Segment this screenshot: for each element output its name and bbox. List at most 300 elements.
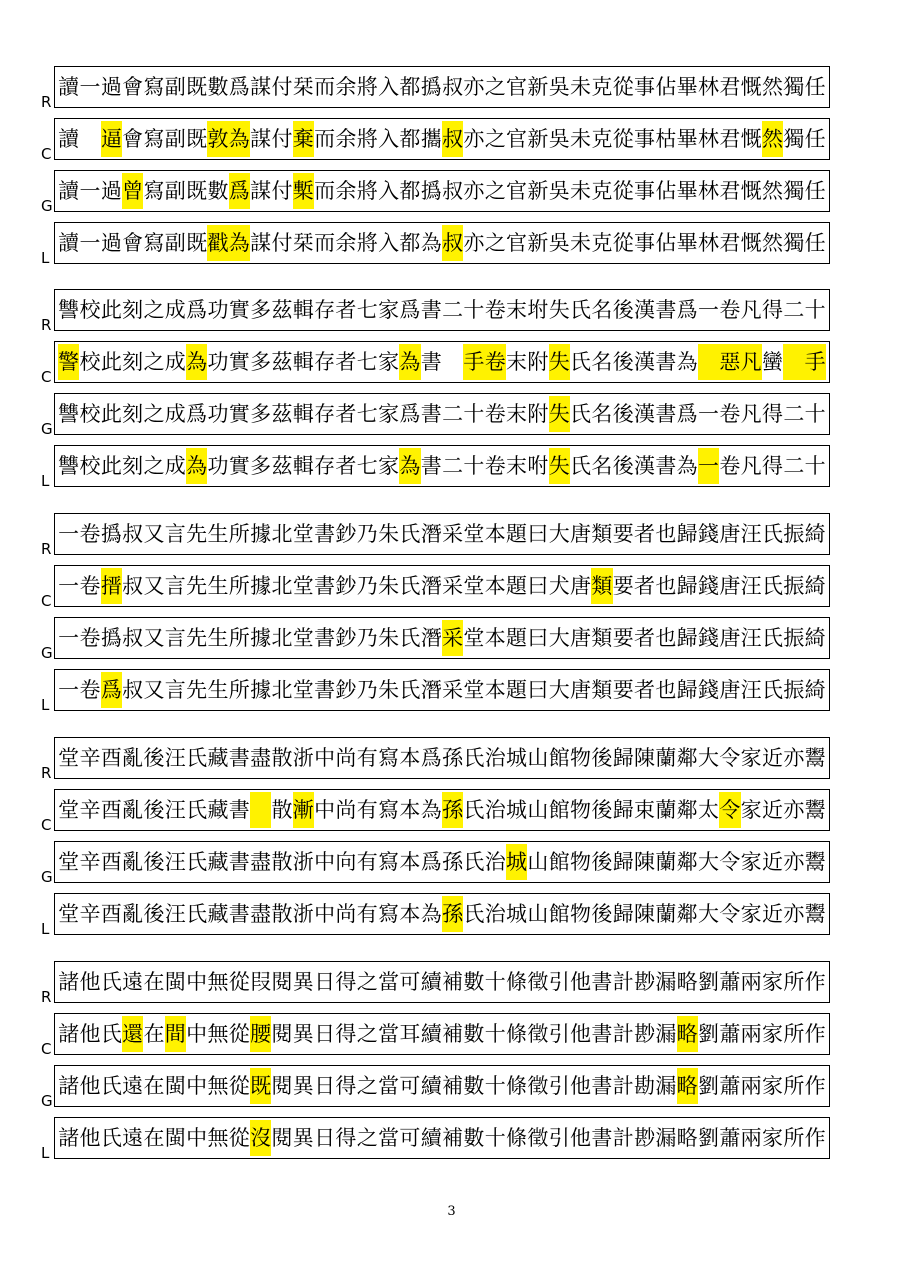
character: 入 [378,127,400,151]
character: 然 [761,231,783,255]
character: 綺 [804,678,826,702]
character: 有 [356,798,378,822]
character: 令 [719,902,741,926]
character: 堂 [463,522,485,546]
character: 潛 [420,574,442,598]
character: 枯 [655,127,677,151]
character: 書 [228,746,250,770]
character: 歸 [676,626,698,650]
character: 家 [740,902,762,926]
character: 朱 [378,678,400,702]
character: 過 [100,179,122,203]
version-row [0,1065,903,1109]
character: 存 [314,350,336,374]
character: 所 [783,1074,805,1098]
character: 浙 [292,746,314,770]
character: 家 [761,1074,783,1098]
character: 爲 [186,402,208,426]
character: 都 [399,75,421,99]
character: 孫 [442,746,464,770]
character: 計 [612,1022,634,1046]
character: 條 [506,1074,528,1098]
character: 讐 [58,454,80,478]
character: 閱 [271,1074,293,1098]
character: 既 [186,179,208,203]
character: 城 [506,746,528,770]
character: 將 [356,179,378,203]
character: 十 [484,1022,506,1046]
character: 亂 [122,850,144,874]
character: 采 [442,678,464,702]
character: 讐 [58,402,80,426]
character: 諸 [58,1022,80,1046]
character: 所 [228,522,250,546]
character: 任 [804,127,826,151]
text-line-box [54,737,830,779]
character: 之 [143,402,165,426]
character: 寫 [378,798,400,822]
character: 氏 [570,350,592,374]
version-label: C [41,1040,52,1058]
character: 功 [207,298,229,322]
character: 采 [442,522,464,546]
version-label: G [41,644,53,662]
character: 都 [399,179,421,203]
text-line-box [54,170,830,212]
character: 栞 [292,231,314,255]
character: 之 [484,179,506,203]
character: 館 [548,850,570,874]
character: 刻 [122,402,144,426]
character: 者 [335,298,357,322]
character: 山 [527,902,549,926]
character: 浙 [292,902,314,926]
character: 讀 [58,127,80,151]
character: 氏 [186,746,208,770]
character: 遠 [122,1126,144,1150]
character: 言 [164,574,186,598]
character: 錢 [698,678,719,702]
character: 治 [484,746,506,770]
character: 七 [356,454,378,478]
character: 山 [527,746,549,770]
character: 所 [228,574,250,598]
character: 歸 [676,574,698,598]
character: 得 [335,1126,357,1150]
character: 讀 [58,231,80,255]
character: 鬻 [804,746,826,770]
character: 也 [655,678,677,702]
character: 漏 [655,970,677,994]
character: 讐 [58,298,80,322]
character: 酉 [100,902,122,926]
character: 大 [548,678,570,702]
character: 書 [314,678,336,702]
character: 吳 [548,231,570,255]
character: 家 [740,746,762,770]
character: 引 [548,970,570,994]
character: 可 [399,1126,421,1150]
version-row [0,66,903,110]
version-label: C [41,368,52,386]
character: 類 [591,626,613,650]
character: 堂 [463,574,485,598]
character: 兩 [740,1074,762,1098]
character: 書 [591,1126,613,1150]
character: 君 [719,179,741,203]
character: 要 [612,522,634,546]
character: 辛 [79,746,101,770]
character: 太 [698,798,719,822]
text-line-box [54,118,830,160]
character: 校 [79,298,101,322]
character: 酉 [100,798,122,822]
character: 叚 [250,970,272,994]
highlighted-character [698,344,719,380]
character: 略 [676,970,698,994]
character: 又 [143,678,165,702]
character: 此 [100,350,122,374]
character: 獨 [783,179,805,203]
character: 散 [271,850,293,874]
character: 續 [420,1074,442,1098]
character: 作 [804,1074,826,1098]
character: 數 [207,179,229,203]
character: 氏 [100,1022,122,1046]
character: 乃 [356,678,378,702]
character: 北 [271,574,293,598]
character: 所 [783,1126,805,1150]
character: 寫 [143,127,165,151]
character: 十 [804,402,826,426]
character: 撝 [420,179,442,203]
character: 近 [761,798,783,822]
character: 唐 [719,678,741,702]
character: 存 [314,454,336,478]
character: 錢 [698,626,719,650]
version-label: L [41,249,50,267]
character: 先 [186,522,208,546]
character: 唐 [570,626,592,650]
character: 當 [378,1126,400,1150]
character: 蕭 [719,1126,741,1150]
character: 多 [250,298,272,322]
character: 爲 [676,402,698,426]
character: 振 [783,574,805,598]
character: 吳 [548,75,570,99]
character: 爲 [399,298,421,322]
version-label: G [41,197,53,215]
character: 多 [250,402,272,426]
highlighted-character: 漸 [293,792,314,828]
character: 鈔 [335,574,357,598]
character: 犬 [548,574,570,598]
character: 綺 [804,522,826,546]
character: 末 [506,298,528,322]
highlighted-character: 令 [719,792,740,828]
character: 北 [271,626,293,650]
character: 生 [207,522,229,546]
character: 汪 [164,850,186,874]
character: 可 [399,970,421,994]
character: 書 [314,626,336,650]
character: 謀 [250,75,272,99]
character: 爲 [399,402,421,426]
character: 者 [634,626,656,650]
character: 任 [804,75,826,99]
character: 補 [442,1074,464,1098]
character: 家 [378,298,400,322]
character: 要 [612,626,634,650]
character: 潛 [420,522,442,546]
character: 綺 [804,626,826,650]
character: 君 [719,75,741,99]
character: 綺 [804,574,826,598]
highlighted-character: 叔 [442,225,463,261]
character: 據 [250,678,272,702]
highlighted-character: 類 [591,568,612,604]
character: 一 [698,402,719,426]
character: 辛 [79,902,101,926]
character: 謀 [250,179,272,203]
character: 酉 [100,746,122,770]
character: 爲 [228,75,250,99]
character: 未 [570,179,592,203]
character: 新 [527,231,549,255]
character: 叔 [442,75,464,99]
highlighted-character: 凡 [741,344,762,380]
character: 之 [484,75,506,99]
character: 末 [506,454,528,478]
character: 將 [356,127,378,151]
character: 二 [783,402,805,426]
character: 補 [442,1126,464,1150]
character: 氏 [761,678,783,702]
character: 克 [591,75,613,99]
character: 從 [612,179,634,203]
character: 尠 [634,1126,656,1150]
character: 汪 [164,902,186,926]
character: 他 [79,1022,101,1046]
character: 畢 [676,127,698,151]
highlighted-character: 手 [804,344,825,380]
character: 鬻 [804,798,826,822]
text-line-box [54,841,830,883]
character: 朱 [378,626,400,650]
character: 功 [207,350,229,374]
version-label: C [41,145,52,163]
character: 書 [314,522,336,546]
character: 中 [186,970,208,994]
character: 從 [228,1126,250,1150]
character: 當 [378,1022,400,1046]
character: 大 [548,626,570,650]
character: 氏 [570,454,592,478]
character: 蘭 [655,850,677,874]
character: 新 [527,179,549,203]
character: 叔 [122,522,144,546]
character: 之 [356,1074,378,1098]
highlighted-character: 沒 [250,1120,271,1156]
character: 北 [271,522,293,546]
character: 浙 [292,850,314,874]
character: 亂 [122,798,144,822]
character: 茲 [271,454,293,478]
character: 氏 [463,902,485,926]
character: 書 [228,902,250,926]
character: 令 [719,746,741,770]
character: 生 [207,574,229,598]
character: 之 [484,127,506,151]
character: 在 [143,1126,165,1150]
character: 家 [761,1126,783,1150]
character: 振 [783,626,805,650]
text-line-box [54,1013,830,1055]
character: 一 [698,298,719,322]
character: 氏 [100,1126,122,1150]
character: 氏 [399,574,421,598]
character: 山 [527,798,549,822]
highlighted-character: 搢 [101,568,122,604]
character: 咐 [527,454,549,478]
character: 據 [250,522,272,546]
character: 後 [612,350,634,374]
version-row [0,737,903,781]
character: 他 [570,1126,592,1150]
character: 氏 [399,626,421,650]
character: 數 [463,1126,485,1150]
character: 曰 [527,626,549,650]
highlighted-character: 為 [186,448,207,484]
character: 新 [527,127,549,151]
character: 一 [79,75,101,99]
character: 校 [79,454,101,478]
character: 事 [634,179,656,203]
character: 而 [314,231,336,255]
character: 續 [420,970,442,994]
character: 茲 [271,350,293,374]
character: 大 [698,850,719,874]
character: 題 [506,626,528,650]
character: 日 [314,970,336,994]
highlighted-character: 腰 [250,1016,271,1052]
character: 鬻 [804,902,826,926]
character: 氏 [186,850,208,874]
character: 氏 [570,402,592,426]
version-row [0,513,903,557]
character: 任 [804,179,826,203]
character: 既 [186,127,208,151]
character: 者 [634,574,656,598]
character: 讀 [58,75,80,99]
character: 數 [463,970,485,994]
character: 漢 [634,298,656,322]
character: 本 [484,522,506,546]
character: 氏 [186,902,208,926]
character: 題 [506,678,528,702]
character: 異 [292,970,314,994]
character: 所 [783,970,805,994]
character: 束 [634,798,656,822]
character: 失 [548,298,570,322]
character: 氏 [100,970,122,994]
character: 汪 [740,678,762,702]
character: 無 [207,970,229,994]
character: 據 [250,574,272,598]
character: 北 [271,678,293,702]
character: 得 [761,454,783,478]
character: 堂 [58,746,80,770]
character: 者 [634,522,656,546]
character: 潛 [420,678,442,702]
character: 有 [356,850,378,874]
character: 所 [228,626,250,650]
version-label: R [41,764,52,782]
character: 書 [420,454,442,478]
version-row [0,1117,903,1161]
character: 勘 [634,1074,656,1098]
character: 而 [314,75,336,99]
character: 物 [570,798,592,822]
character: 十 [804,454,826,478]
character: 家 [761,1022,783,1046]
character: 未 [570,75,592,99]
highlighted-character: 失 [549,344,570,380]
character: 存 [314,402,336,426]
character: 蘭 [655,902,677,926]
character: 事 [634,231,656,255]
character: 叔 [122,678,144,702]
highlighted-character: 城 [506,844,527,880]
character: 付 [271,75,293,99]
character: 亂 [122,902,144,926]
version-label: G [41,420,53,438]
character: 蘭 [655,798,677,822]
highlighted-character: 略 [677,1016,698,1052]
character: 乃 [356,626,378,650]
character: 漏 [655,1074,677,1098]
character: 十 [484,1074,506,1098]
character: 十 [463,402,485,426]
character: 副 [164,127,186,151]
character: 漏 [655,1022,677,1046]
character: 一 [58,574,80,598]
character: 他 [79,1074,101,1098]
character: 家 [378,350,400,374]
character: 日 [314,1126,336,1150]
character: 言 [164,678,186,702]
character: 氏 [463,798,485,822]
character: 無 [207,1126,229,1150]
character: 亦 [463,179,485,203]
version-label: L [41,1144,50,1162]
version-row [0,393,903,437]
character: 七 [356,402,378,426]
character: 亦 [783,850,805,874]
character: 都 [399,127,421,151]
character: 無 [207,1074,229,1098]
character: 後 [591,746,613,770]
character: 然 [761,75,783,99]
highlighted-character: 惡 [719,344,740,380]
character: 條 [506,970,528,994]
character: 存 [314,298,336,322]
character: 引 [548,1022,570,1046]
character: 撝 [100,522,122,546]
version-label: L [41,696,50,714]
version-label: R [41,316,52,334]
character: 本 [399,746,421,770]
